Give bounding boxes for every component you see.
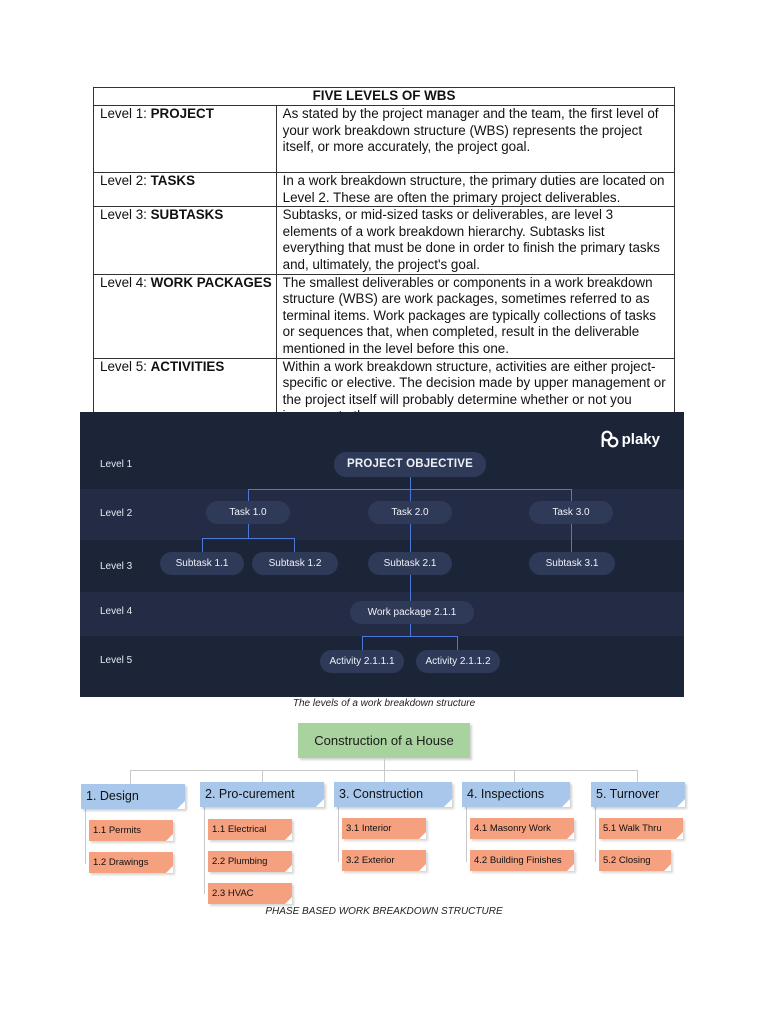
plaky-logo-icon	[601, 430, 619, 448]
node-subtask: Subtask 1.1	[160, 552, 244, 575]
connector	[248, 524, 249, 538]
level-description: As stated by the project manager and the team, the first level of your work breakdown structure (WBS) represents the project itself, or more accurately, the project goal.	[276, 106, 674, 173]
connector	[362, 636, 458, 637]
connector	[202, 538, 295, 539]
node-subtask: Subtask 3.1	[529, 552, 615, 575]
phase-item: 3.1 Interior	[342, 818, 426, 839]
level-label: Level 1	[100, 459, 133, 470]
connector	[571, 524, 572, 552]
level-label: Level 5	[100, 655, 133, 666]
root-node: Construction of a House	[298, 723, 470, 758]
level-prefix: Level 3:	[100, 207, 151, 223]
connector	[410, 524, 411, 552]
level-prefix: Level 2:	[100, 173, 151, 188]
plaky-logo-text: plaky	[621, 430, 660, 448]
level-name: TASKS	[150, 173, 196, 188]
node-work-package: Work package 2.1.1	[350, 601, 474, 624]
connector	[85, 808, 86, 864]
phase-item: 4.1 Masonry Work	[470, 818, 574, 839]
phase-item: 4.2 Building Finishes	[470, 850, 574, 871]
level-cell	[94, 106, 277, 173]
connector	[637, 770, 638, 782]
level-name: ACTIVITIES	[150, 358, 225, 374]
diagram-caption: The levels of a work breakdown structure	[292, 698, 476, 709]
node-activity: Activity 2.1.1.1	[320, 650, 404, 673]
node-subtask: Subtask 1.2	[252, 552, 338, 575]
connector	[294, 538, 295, 552]
wbs-levels-table	[93, 87, 675, 426]
connector	[571, 489, 572, 501]
table-row	[94, 106, 675, 173]
level-description: The smallest deliverables or components in a work breakdown structure (WBS) are work packages, sometimes referred to as terminal items. Work packages are typically collections of tasks or sequences that, when completed, result in the deliverable mentioned in the level before this one.	[276, 274, 674, 358]
level-cell	[94, 207, 277, 274]
table-row	[94, 173, 675, 207]
level-prefix: Level 4:	[100, 274, 151, 290]
level-name: PROJECT	[150, 106, 214, 121]
phase-design: 1. Design	[81, 784, 185, 809]
node-subtask: Subtask 2.1	[368, 552, 452, 575]
phase-chart-caption: PHASE BASED WORK BREAKDOWN STRUCTURE	[265, 906, 503, 917]
table-title: FIVE LEVELS OF WBS	[94, 88, 675, 106]
connector	[466, 806, 467, 862]
level-name: SUBTASKS	[150, 207, 224, 223]
connector	[410, 575, 411, 601]
connector	[130, 770, 131, 784]
level-cell	[94, 274, 277, 358]
connector	[410, 476, 411, 501]
connector	[248, 489, 249, 501]
level-band	[80, 412, 684, 489]
level-description: Subtasks, or mid-sized tasks or deliverables, are level 3 elements of a work breakdown hierarchy. Subtasks list everything that must be done in order to finish the primary tasks and, ultimately, the project's goal.	[276, 207, 674, 274]
phase-item: 3.2 Exterior	[342, 850, 426, 871]
node-task: Task 3.0	[529, 501, 613, 524]
connector	[595, 806, 596, 862]
connector	[338, 806, 339, 862]
phase-procurement: 2. Pro-curement	[200, 782, 324, 807]
connector	[410, 624, 411, 636]
level-name: WORK PACKAGES	[150, 274, 272, 290]
connector	[514, 770, 515, 782]
level-label: Level 2	[100, 508, 133, 519]
level-label: Level 4	[100, 606, 133, 617]
connector	[362, 636, 363, 650]
connector	[262, 770, 263, 782]
phase-item: 2.3 HVAC	[208, 883, 292, 904]
phase-item: 5.1 Walk Thru	[599, 818, 683, 839]
phase-item: 2.2 Plumbing	[208, 851, 292, 872]
node-activity: Activity 2.1.1.2	[416, 650, 500, 673]
table-header-row	[94, 88, 675, 106]
connector	[202, 538, 203, 552]
phase-turnover: 5. Turnover	[591, 782, 685, 807]
level-label: Level 3	[100, 561, 133, 572]
connector	[204, 806, 205, 894]
node-task: Task 2.0	[368, 501, 452, 524]
connector	[457, 636, 458, 650]
level-cell	[94, 173, 277, 207]
level-prefix: Level 1:	[100, 106, 151, 121]
plaky-logo	[601, 429, 660, 449]
phase-item: 1.1 Electrical	[208, 819, 292, 840]
wbs-levels-diagram	[80, 412, 684, 697]
level-description: In a work breakdown structure, the primary duties are located on Level 2. These are often the primary project deliverables.	[276, 173, 674, 207]
phase-construction: 3. Construction	[334, 782, 452, 807]
connector	[384, 758, 385, 770]
level-description: Within a work breakdown structure, activities are either project-specific or elective. The decision made by upper management or the project itself will probably determine whether or not you	[276, 358, 674, 425]
phase-item: 1.2 Drawings	[89, 852, 173, 873]
level-prefix: Level 5:	[100, 358, 151, 374]
node-task: Task 1.0	[206, 501, 290, 524]
phase-inspections: 4. Inspections	[462, 782, 570, 807]
connector	[384, 770, 385, 782]
table-row	[94, 207, 675, 274]
phase-item: 5.2 Closing	[599, 850, 671, 871]
node-project-objective: PROJECT OBJECTIVE	[334, 452, 486, 477]
phase-item: 1.1 Permits	[89, 820, 173, 841]
table-row	[94, 274, 675, 358]
